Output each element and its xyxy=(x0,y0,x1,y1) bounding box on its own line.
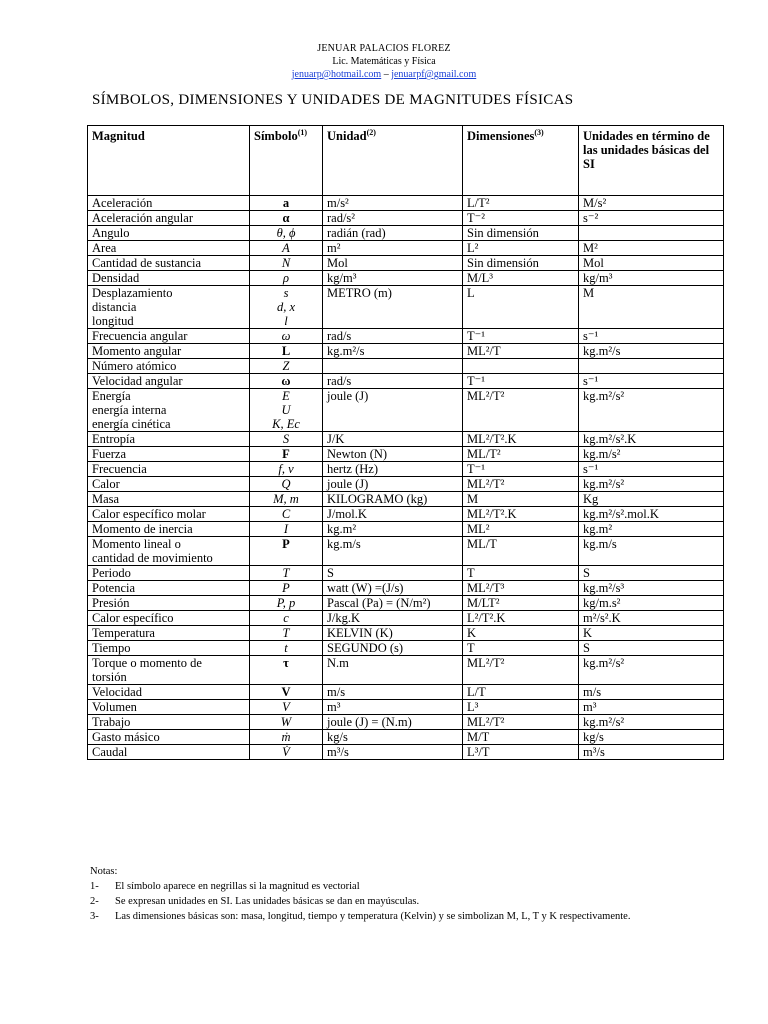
table-row xyxy=(88,700,724,715)
cell-unidad: J/mol.K xyxy=(323,507,463,522)
cell-simbolo: a xyxy=(250,196,323,211)
cell-dimensiones: ML/T xyxy=(463,537,579,566)
table-row xyxy=(88,685,724,700)
cell-simbolo: c xyxy=(250,611,323,626)
table-row xyxy=(88,730,724,745)
table-row xyxy=(88,715,724,730)
cell-unidades-si: S xyxy=(579,566,724,581)
cell-magnitud: Energía energía interna energía cinética xyxy=(88,389,250,432)
cell-simbolo: f, ν xyxy=(250,462,323,477)
cell-unidades-si: K xyxy=(579,626,724,641)
cell-unidades-si: kg.m/s² xyxy=(579,447,724,462)
cell-simbolo: ρ xyxy=(250,271,323,286)
cell-simbolo: α xyxy=(250,211,323,226)
cell-dimensiones: L/T² xyxy=(463,196,579,211)
cell-simbolo: t xyxy=(250,641,323,656)
cell-unidad: rad/s xyxy=(323,329,463,344)
notes-list xyxy=(90,879,630,924)
note-item xyxy=(90,909,630,924)
cell-magnitud: Periodo xyxy=(88,566,250,581)
email-separator: – xyxy=(381,69,392,80)
cell-unidad: radián (rad) xyxy=(323,226,463,241)
cell-dimensiones: Sin dimensión xyxy=(463,256,579,271)
note-item xyxy=(90,894,630,909)
cell-unidad: N.m xyxy=(323,656,463,685)
cell-unidades-si: Kg xyxy=(579,492,724,507)
note-item xyxy=(90,879,630,894)
cell-magnitud: Calor específico molar xyxy=(88,507,250,522)
table-row xyxy=(88,596,724,611)
cell-dimensiones: L xyxy=(463,286,579,329)
cell-unidad: S xyxy=(323,566,463,581)
cell-simbolo: L xyxy=(250,344,323,359)
cell-dimensiones: ML²/T².K xyxy=(463,432,579,447)
contact-line xyxy=(0,68,768,81)
table-row xyxy=(88,522,724,537)
cell-simbolo: F xyxy=(250,447,323,462)
table-row xyxy=(88,745,724,760)
cell-unidades-si: kg.m²/s².mol.K xyxy=(579,507,724,522)
cell-magnitud: Presión xyxy=(88,596,250,611)
table-row xyxy=(88,626,724,641)
table-row xyxy=(88,477,724,492)
cell-magnitud: Potencia xyxy=(88,581,250,596)
cell-simbolo: ω xyxy=(250,329,323,344)
table-row xyxy=(88,211,724,226)
table-row xyxy=(88,389,724,432)
cell-simbolo: I xyxy=(250,522,323,537)
cell-dimensiones: ML/T² xyxy=(463,447,579,462)
table-row xyxy=(88,286,724,329)
cell-simbolo: V xyxy=(250,685,323,700)
table-body xyxy=(88,196,724,760)
table-row xyxy=(88,507,724,522)
cell-unidad: hertz (Hz) xyxy=(323,462,463,477)
cell-magnitud: Frecuencia angular xyxy=(88,329,250,344)
cell-unidades-si: m²/s².K xyxy=(579,611,724,626)
table-row xyxy=(88,462,724,477)
table-header-row xyxy=(88,126,724,196)
cell-unidades-si: kg.m²/s³ xyxy=(579,581,724,596)
cell-dimensiones: L² xyxy=(463,241,579,256)
cell-simbolo: s d, x l xyxy=(250,286,323,329)
cell-dimensiones: ML²/T² xyxy=(463,715,579,730)
cell-unidad: SEGUNDO (s) xyxy=(323,641,463,656)
cell-dimensiones: K xyxy=(463,626,579,641)
cell-dimensiones: ML²/T² xyxy=(463,656,579,685)
cell-dimensiones: L³/T xyxy=(463,745,579,760)
cell-unidad: kg.m² xyxy=(323,522,463,537)
table-row xyxy=(88,344,724,359)
email-link-hotmail[interactable]: jenuarp@hotmail.com xyxy=(291,69,382,80)
cell-simbolo: A xyxy=(250,241,323,256)
cell-magnitud: Area xyxy=(88,241,250,256)
note-text: Se expresan unidades en SI. Las unidades básicas se dan en mayúsculas. xyxy=(115,896,420,907)
cell-unidad: m/s² xyxy=(323,196,463,211)
cell-simbolo: ω xyxy=(250,374,323,389)
cell-simbolo: T xyxy=(250,626,323,641)
table-row xyxy=(88,359,724,374)
cell-unidad: m³ xyxy=(323,700,463,715)
note-number: 2- xyxy=(90,896,99,907)
cell-unidad: rad/s² xyxy=(323,211,463,226)
cell-simbolo: C xyxy=(250,507,323,522)
cell-dimensiones: ML²/T².K xyxy=(463,507,579,522)
cell-magnitud: Frecuencia xyxy=(88,462,250,477)
cell-unidad xyxy=(323,359,463,374)
cell-magnitud: Gasto másico xyxy=(88,730,250,745)
cell-magnitud: Masa xyxy=(88,492,250,507)
cell-unidades-si: m³/s xyxy=(579,745,724,760)
cell-unidad: METRO (m) xyxy=(323,286,463,329)
cell-unidad: Newton (N) xyxy=(323,447,463,462)
cell-unidades-si xyxy=(579,226,724,241)
header-unidad: Unidad$^{(2)}$ xyxy=(323,126,463,196)
cell-simbolo: V̇ xyxy=(250,745,323,760)
cell-unidad: rad/s xyxy=(323,374,463,389)
cell-unidad: KELVIN (K) xyxy=(323,626,463,641)
cell-dimensiones: ML²/T² xyxy=(463,389,579,432)
author-name: JENUAR PALACIOS FLOREZ xyxy=(317,43,451,54)
cell-magnitud: Torque o momento de torsión xyxy=(88,656,250,685)
cell-unidades-si xyxy=(579,359,724,374)
cell-dimensiones: T⁻² xyxy=(463,211,579,226)
table-row xyxy=(88,492,724,507)
cell-unidades-si: m³ xyxy=(579,700,724,715)
note-number: 3- xyxy=(90,911,99,922)
cell-magnitud: Número atómico xyxy=(88,359,250,374)
cell-simbolo: T xyxy=(250,566,323,581)
cell-magnitud: Velocidad xyxy=(88,685,250,700)
cell-unidades-si: M/s² xyxy=(579,196,724,211)
table-row xyxy=(88,641,724,656)
cell-unidad: kg/m³ xyxy=(323,271,463,286)
cell-dimensiones: T⁻¹ xyxy=(463,374,579,389)
header-simbolo: Símbolo$^{(1)}$ xyxy=(250,126,323,196)
cell-dimensiones: Sin dimensión xyxy=(463,226,579,241)
cell-simbolo: S xyxy=(250,432,323,447)
cell-unidades-si: M² xyxy=(579,241,724,256)
cell-simbolo: θ, ϕ xyxy=(250,226,323,241)
cell-magnitud: Velocidad angular xyxy=(88,374,250,389)
table-row xyxy=(88,241,724,256)
header-unidades-si: Unidades en término de las unidades básicas del SI xyxy=(579,126,724,196)
cell-unidades-si: S xyxy=(579,641,724,656)
note-text: Las dimensiones básicas son: masa, longitud, tiempo y temperatura (Kelvin) y se simbolizan M, L, T y K respectivamente. xyxy=(115,911,631,922)
cell-simbolo: Z xyxy=(250,359,323,374)
cell-magnitud: Calor xyxy=(88,477,250,492)
author-degree: Lic. Matemáticas y Física xyxy=(332,56,436,67)
cell-dimensiones: M xyxy=(463,492,579,507)
cell-dimensiones: M/L³ xyxy=(463,271,579,286)
cell-dimensiones: M/T xyxy=(463,730,579,745)
cell-magnitud: Momento angular xyxy=(88,344,250,359)
document-title: SÍMBOLOS, DIMENSIONES Y UNIDADES DE MAGNITUDES FÍSICAS xyxy=(92,92,574,108)
cell-simbolo: ṁ xyxy=(250,730,323,745)
cell-unidades-si: kg.m² xyxy=(579,522,724,537)
cell-simbolo: Q xyxy=(250,477,323,492)
cell-unidades-si: kg/m.s² xyxy=(579,596,724,611)
cell-dimensiones: L/T xyxy=(463,685,579,700)
cell-unidad: Mol xyxy=(323,256,463,271)
note-number: 1- xyxy=(90,881,99,892)
cell-dimensiones: ML² xyxy=(463,522,579,537)
cell-dimensiones: T⁻¹ xyxy=(463,329,579,344)
cell-unidad: J/K xyxy=(323,432,463,447)
table-row xyxy=(88,447,724,462)
cell-dimensiones: T xyxy=(463,641,579,656)
cell-unidad: J/kg.K xyxy=(323,611,463,626)
table-row xyxy=(88,581,724,596)
table-row xyxy=(88,256,724,271)
cell-dimensiones: ML²/T xyxy=(463,344,579,359)
cell-dimensiones: M/LT² xyxy=(463,596,579,611)
cell-dimensiones: ML²/T³ xyxy=(463,581,579,596)
cell-unidades-si: kg.m²/s² xyxy=(579,656,724,685)
cell-unidades-si: kg.m/s xyxy=(579,537,724,566)
cell-simbolo: E U K, Ec xyxy=(250,389,323,432)
cell-simbolo: N xyxy=(250,256,323,271)
cell-unidad: m² xyxy=(323,241,463,256)
cell-unidades-si: s⁻¹ xyxy=(579,329,724,344)
header-dimensiones: Dimensiones$^{(3)}$ xyxy=(463,126,579,196)
cell-unidades-si: m/s xyxy=(579,685,724,700)
cell-dimensiones: L³ xyxy=(463,700,579,715)
cell-unidad: Pascal (Pa) = (N/m²) xyxy=(323,596,463,611)
cell-dimensiones: ML²/T² xyxy=(463,477,579,492)
cell-unidad: watt (W) =(J/s) xyxy=(323,581,463,596)
table-row xyxy=(88,566,724,581)
cell-unidad: joule (J) xyxy=(323,477,463,492)
cell-unidad: m/s xyxy=(323,685,463,700)
cell-unidad: joule (J) xyxy=(323,389,463,432)
notes-label: Notas: xyxy=(90,866,118,877)
cell-magnitud: Densidad xyxy=(88,271,250,286)
cell-unidades-si: kg/s xyxy=(579,730,724,745)
cell-simbolo: P, p xyxy=(250,596,323,611)
cell-magnitud: Fuerza xyxy=(88,447,250,462)
cell-dimensiones: T xyxy=(463,566,579,581)
cell-unidades-si: kg/m³ xyxy=(579,271,724,286)
cell-simbolo: M, m xyxy=(250,492,323,507)
cell-simbolo: W xyxy=(250,715,323,730)
cell-magnitud: Aceleración xyxy=(88,196,250,211)
cell-dimensiones: T⁻¹ xyxy=(463,462,579,477)
table-row xyxy=(88,537,724,566)
document-header xyxy=(0,42,768,81)
table-row xyxy=(88,271,724,286)
table-row xyxy=(88,329,724,344)
cell-dimensiones: L²/T².K xyxy=(463,611,579,626)
cell-magnitud: Temperatura xyxy=(88,626,250,641)
cell-simbolo: τ xyxy=(250,656,323,685)
email-link-gmail[interactable]: jenuarpf@gmail.com xyxy=(391,69,477,80)
cell-magnitud: Volumen xyxy=(88,700,250,715)
cell-magnitud: Cantidad de sustancia xyxy=(88,256,250,271)
cell-simbolo: V xyxy=(250,700,323,715)
cell-unidades-si: kg.m²/s xyxy=(579,344,724,359)
table-row xyxy=(88,656,724,685)
cell-magnitud: Entropía xyxy=(88,432,250,447)
magnitudes-table xyxy=(87,125,724,760)
table-row xyxy=(88,432,724,447)
cell-magnitud: Angulo xyxy=(88,226,250,241)
cell-unidad: kg.m²/s xyxy=(323,344,463,359)
cell-unidades-si: kg.m²/s² xyxy=(579,389,724,432)
cell-magnitud: Momento de inercia xyxy=(88,522,250,537)
table-row xyxy=(88,226,724,241)
cell-unidades-si: kg.m²/s² xyxy=(579,715,724,730)
cell-unidad: kg.m/s xyxy=(323,537,463,566)
cell-magnitud: Aceleración angular xyxy=(88,211,250,226)
note-text: El símbolo aparece en negrillas si la magnitud es vectorial xyxy=(115,881,360,892)
cell-unidades-si: kg.m²/s².K xyxy=(579,432,724,447)
cell-dimensiones xyxy=(463,359,579,374)
cell-simbolo: P xyxy=(250,537,323,566)
cell-magnitud: Trabajo xyxy=(88,715,250,730)
cell-unidades-si: M xyxy=(579,286,724,329)
cell-unidad: joule (J) = (N.m) xyxy=(323,715,463,730)
table-row xyxy=(88,374,724,389)
cell-magnitud: Desplazamiento distancia longitud xyxy=(88,286,250,329)
cell-magnitud: Caudal xyxy=(88,745,250,760)
table-row xyxy=(88,611,724,626)
cell-unidades-si: s⁻² xyxy=(579,211,724,226)
cell-magnitud: Momento lineal o cantidad de movimiento xyxy=(88,537,250,566)
cell-unidades-si: s⁻¹ xyxy=(579,462,724,477)
cell-unidades-si: Mol xyxy=(579,256,724,271)
header-magnitud: Magnitud xyxy=(88,126,250,196)
cell-unidades-si: kg.m²/s² xyxy=(579,477,724,492)
cell-magnitud: Calor específico xyxy=(88,611,250,626)
cell-unidades-si: s⁻¹ xyxy=(579,374,724,389)
cell-unidad: m³/s xyxy=(323,745,463,760)
table-row xyxy=(88,196,724,211)
cell-simbolo: P xyxy=(250,581,323,596)
cell-unidad: kg/s xyxy=(323,730,463,745)
notes-section xyxy=(90,864,630,924)
cell-unidad: KILOGRAMO (kg) xyxy=(323,492,463,507)
cell-magnitud: Tiempo xyxy=(88,641,250,656)
